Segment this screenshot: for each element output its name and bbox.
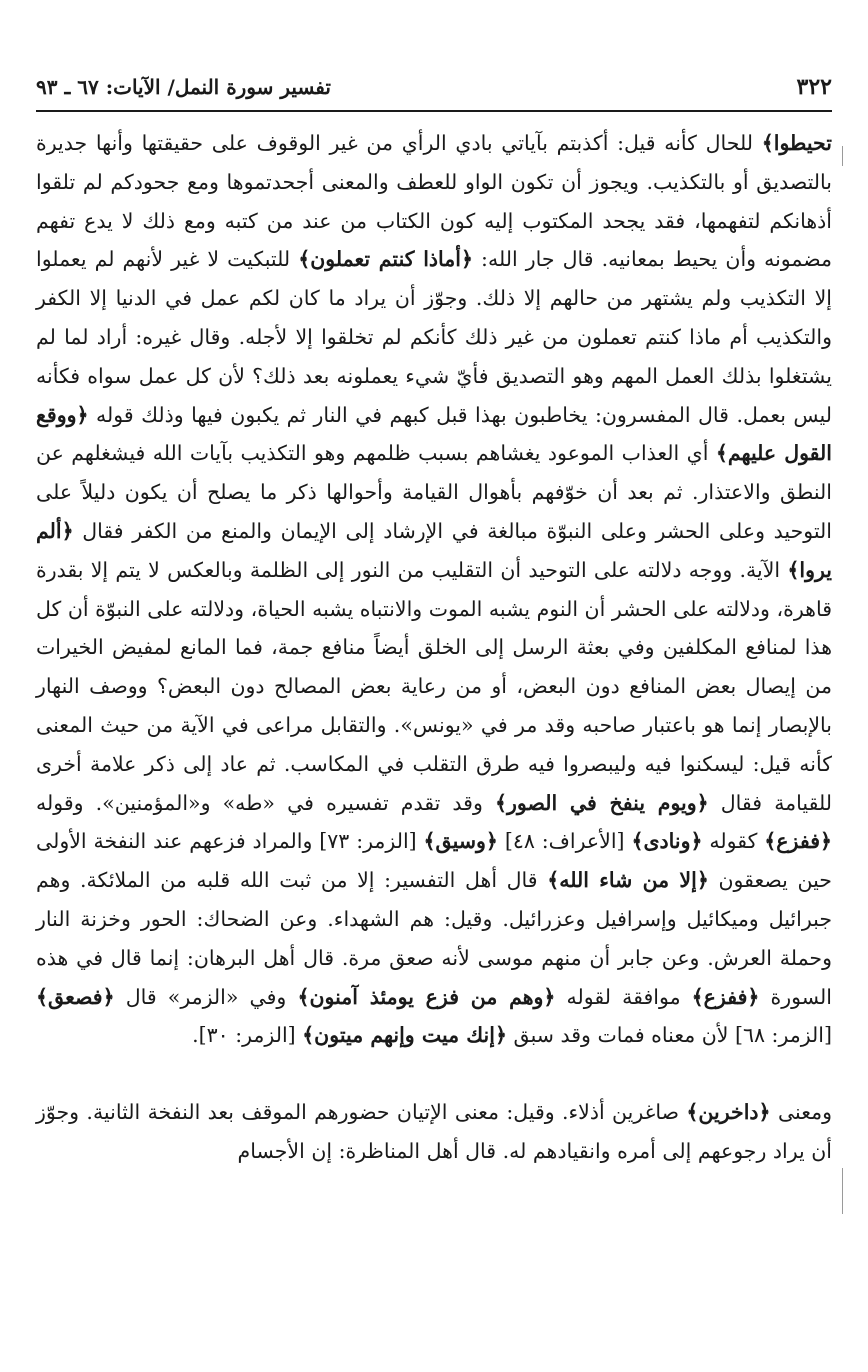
quran-quote: ﴿إنك ميت وإنهم ميتون﴾ bbox=[302, 1023, 507, 1048]
text-segment: وقد تقدم تفسيره في «طه» و«المؤمنين». وقوله bbox=[36, 790, 495, 815]
text-segment: كقوله bbox=[702, 829, 765, 854]
quran-quote: ﴿ففزع﴾ bbox=[691, 984, 760, 1009]
quran-quote: تحيطوا﴾ bbox=[761, 131, 832, 155]
paragraph bbox=[36, 124, 832, 1055]
quran-quote: ﴿أماذا كنتم تعملون﴾ bbox=[298, 247, 473, 272]
quran-quote: ﴿داخرين﴾ bbox=[686, 1100, 771, 1125]
text-segment: الآية. ووجه دلالته على التوحيد أن التقليب من النور إلى الظلمة وبالعكس لا يتم إلا بقدرة قاهرة، ودلالته على الحشر أن النوم يشبه الموت والانتباه يشبه الحياة، ودلالته على النبوّة أن كل هذا لمنافع المكلفين وفي بعثة الرسل إلى الخلق أيضاً منافع جمة، فما المانع لمفيض الخيرات من إيصال بعض المنافع دون البعض، أو من رعاية بعض المصالح دون البعض؟ ووصف النهار بالإبصار إنما هو باعتبار صاحبه وقد مر في «يونس». والتقابل مراعى في الآية من حيث المعنى كأنه قيل: ليسكنوا فيه وليبصروا فيه طرق التقلب في المكاسب. ثم عاد إلى ذكر علامة أخرى للقيامة فقال bbox=[36, 557, 832, 815]
text-segment: للتبكيت لا غير لأنهم لم يعملوا إلا التكذيب ولم يشتهر من حالهم إلا ذلك. وجوّز أن يراد ما كان لكم عمل في الدنيا إلا الكفر والتكذيب أم ماذا كنتم تعملون من غير ذلك كأنكم لم تخلقوا إلا لأجله. وقال غيره: أراد لما لم يشتغلوا بذلك العمل المهم وهو التصديق فأيّ شيء يعملونه بعد ذلك؟ لأن كل عمل سواه فكأنه ليس بعمل. قال المفسرون: يخاطبون بهذا قبل كبهم في النار ثم يكبون فيها وذلك قوله bbox=[36, 247, 832, 427]
text-segment: [الأعراف: ٤٨] bbox=[497, 829, 632, 854]
text-segment: ومعنى bbox=[770, 1100, 832, 1125]
paragraph bbox=[36, 1093, 832, 1171]
text-segment: [الزمر: ٣٠]. bbox=[192, 1023, 303, 1048]
body-text bbox=[36, 124, 832, 1171]
page-number: ٣٢٢ bbox=[796, 74, 832, 100]
quran-quote: ﴿ففزع﴾ bbox=[764, 829, 833, 854]
running-title: تفسير سورة النمل/ الآيات: ٦٧ ـ ٩٣ bbox=[36, 75, 331, 99]
page-header bbox=[36, 72, 832, 102]
quran-quote: ﴿ونادى﴾ bbox=[631, 829, 703, 854]
text-segment: [الزمر: ٧٣] والمراد فزعهم عند النفخة الأولى حين يصعقون bbox=[36, 829, 832, 893]
text-segment: [الزمر: ٦٨] لأن معناه فمات وقد سبق bbox=[506, 1023, 832, 1048]
margin-mark bbox=[842, 146, 843, 166]
quran-quote: ﴿إلا من شاء الله﴾ bbox=[547, 868, 709, 893]
text-segment: للحال كأنه قيل: أكذبتم بآياتي بادي الرأي من غير الوقوف على حقيقتها وأنها جديرة بالتصديق أو بالتكذيب. ويجوز أن تكون الواو للعطف والمعنى أجحدتموها ومع جحودكم لم تلقوا أذهانكم لتفهمها، فقد يجحد المكتوب إليه كون الكتاب من عند من كتبه ومع ذلك لا يدع تفهم مضمونه وأن يحيط بمعانيه. قال جار الله: bbox=[36, 131, 832, 272]
text-segment: قال أهل التفسير: إلا من ثبت الله قلبه من الملائكة. وهم جبرائيل وميكائيل وإسرافيل وعزرائيل. وقيل: هم الشهداء. وعن الضحاك: الحور وخزنة النار وحملة العرش. وعن جابر أن منهم موسى لأنه صعق مرة. قال أهل البرهان: إنما قال في هذه السورة bbox=[36, 868, 833, 1009]
quran-quote: ﴿وهم من فزع يومئذ آمنون﴾ bbox=[297, 984, 556, 1009]
text-segment: موافقة لقوله bbox=[555, 984, 692, 1009]
quran-quote: ﴿ويوم ينفخ في الصور﴾ bbox=[494, 790, 709, 815]
quran-quote: ﴿فصعق﴾ bbox=[36, 984, 115, 1009]
quran-quote: ﴿ووقع القول عليهم﴾ bbox=[36, 402, 832, 466]
quran-quote: ﴿ألم يروا﴾ bbox=[36, 518, 832, 582]
text-segment: وفي «الزمر» قال bbox=[114, 984, 298, 1009]
quran-quote: ﴿وسيق﴾ bbox=[423, 829, 498, 854]
text-segment: صاغرين أذلاء. وقيل: معنى الإتيان حضورهم الموقف بعد النفخة الثانية. وجوّز أن يراد رجوعهم إلى أمره وانقيادهم له. قال أهل المناظرة: إن الأجسام bbox=[36, 1100, 832, 1163]
text-segment: أي العذاب الموعود يغشاهم بسبب ظلمهم وهو التكذيب بآيات الله فيشغلهم عن النطق والاعتذار. ثم بعد أن خوّفهم بأهوال القيامة وأحوالها ذكر ما يصلح أن يكون دليلاً على التوحيد وعلى الحشر وعلى النبوّة مبالغة في الإرشاد إلى الإيمان والمنع من الكفر فقال bbox=[36, 441, 832, 543]
margin-mark bbox=[842, 1168, 843, 1214]
header-rule bbox=[36, 110, 832, 112]
